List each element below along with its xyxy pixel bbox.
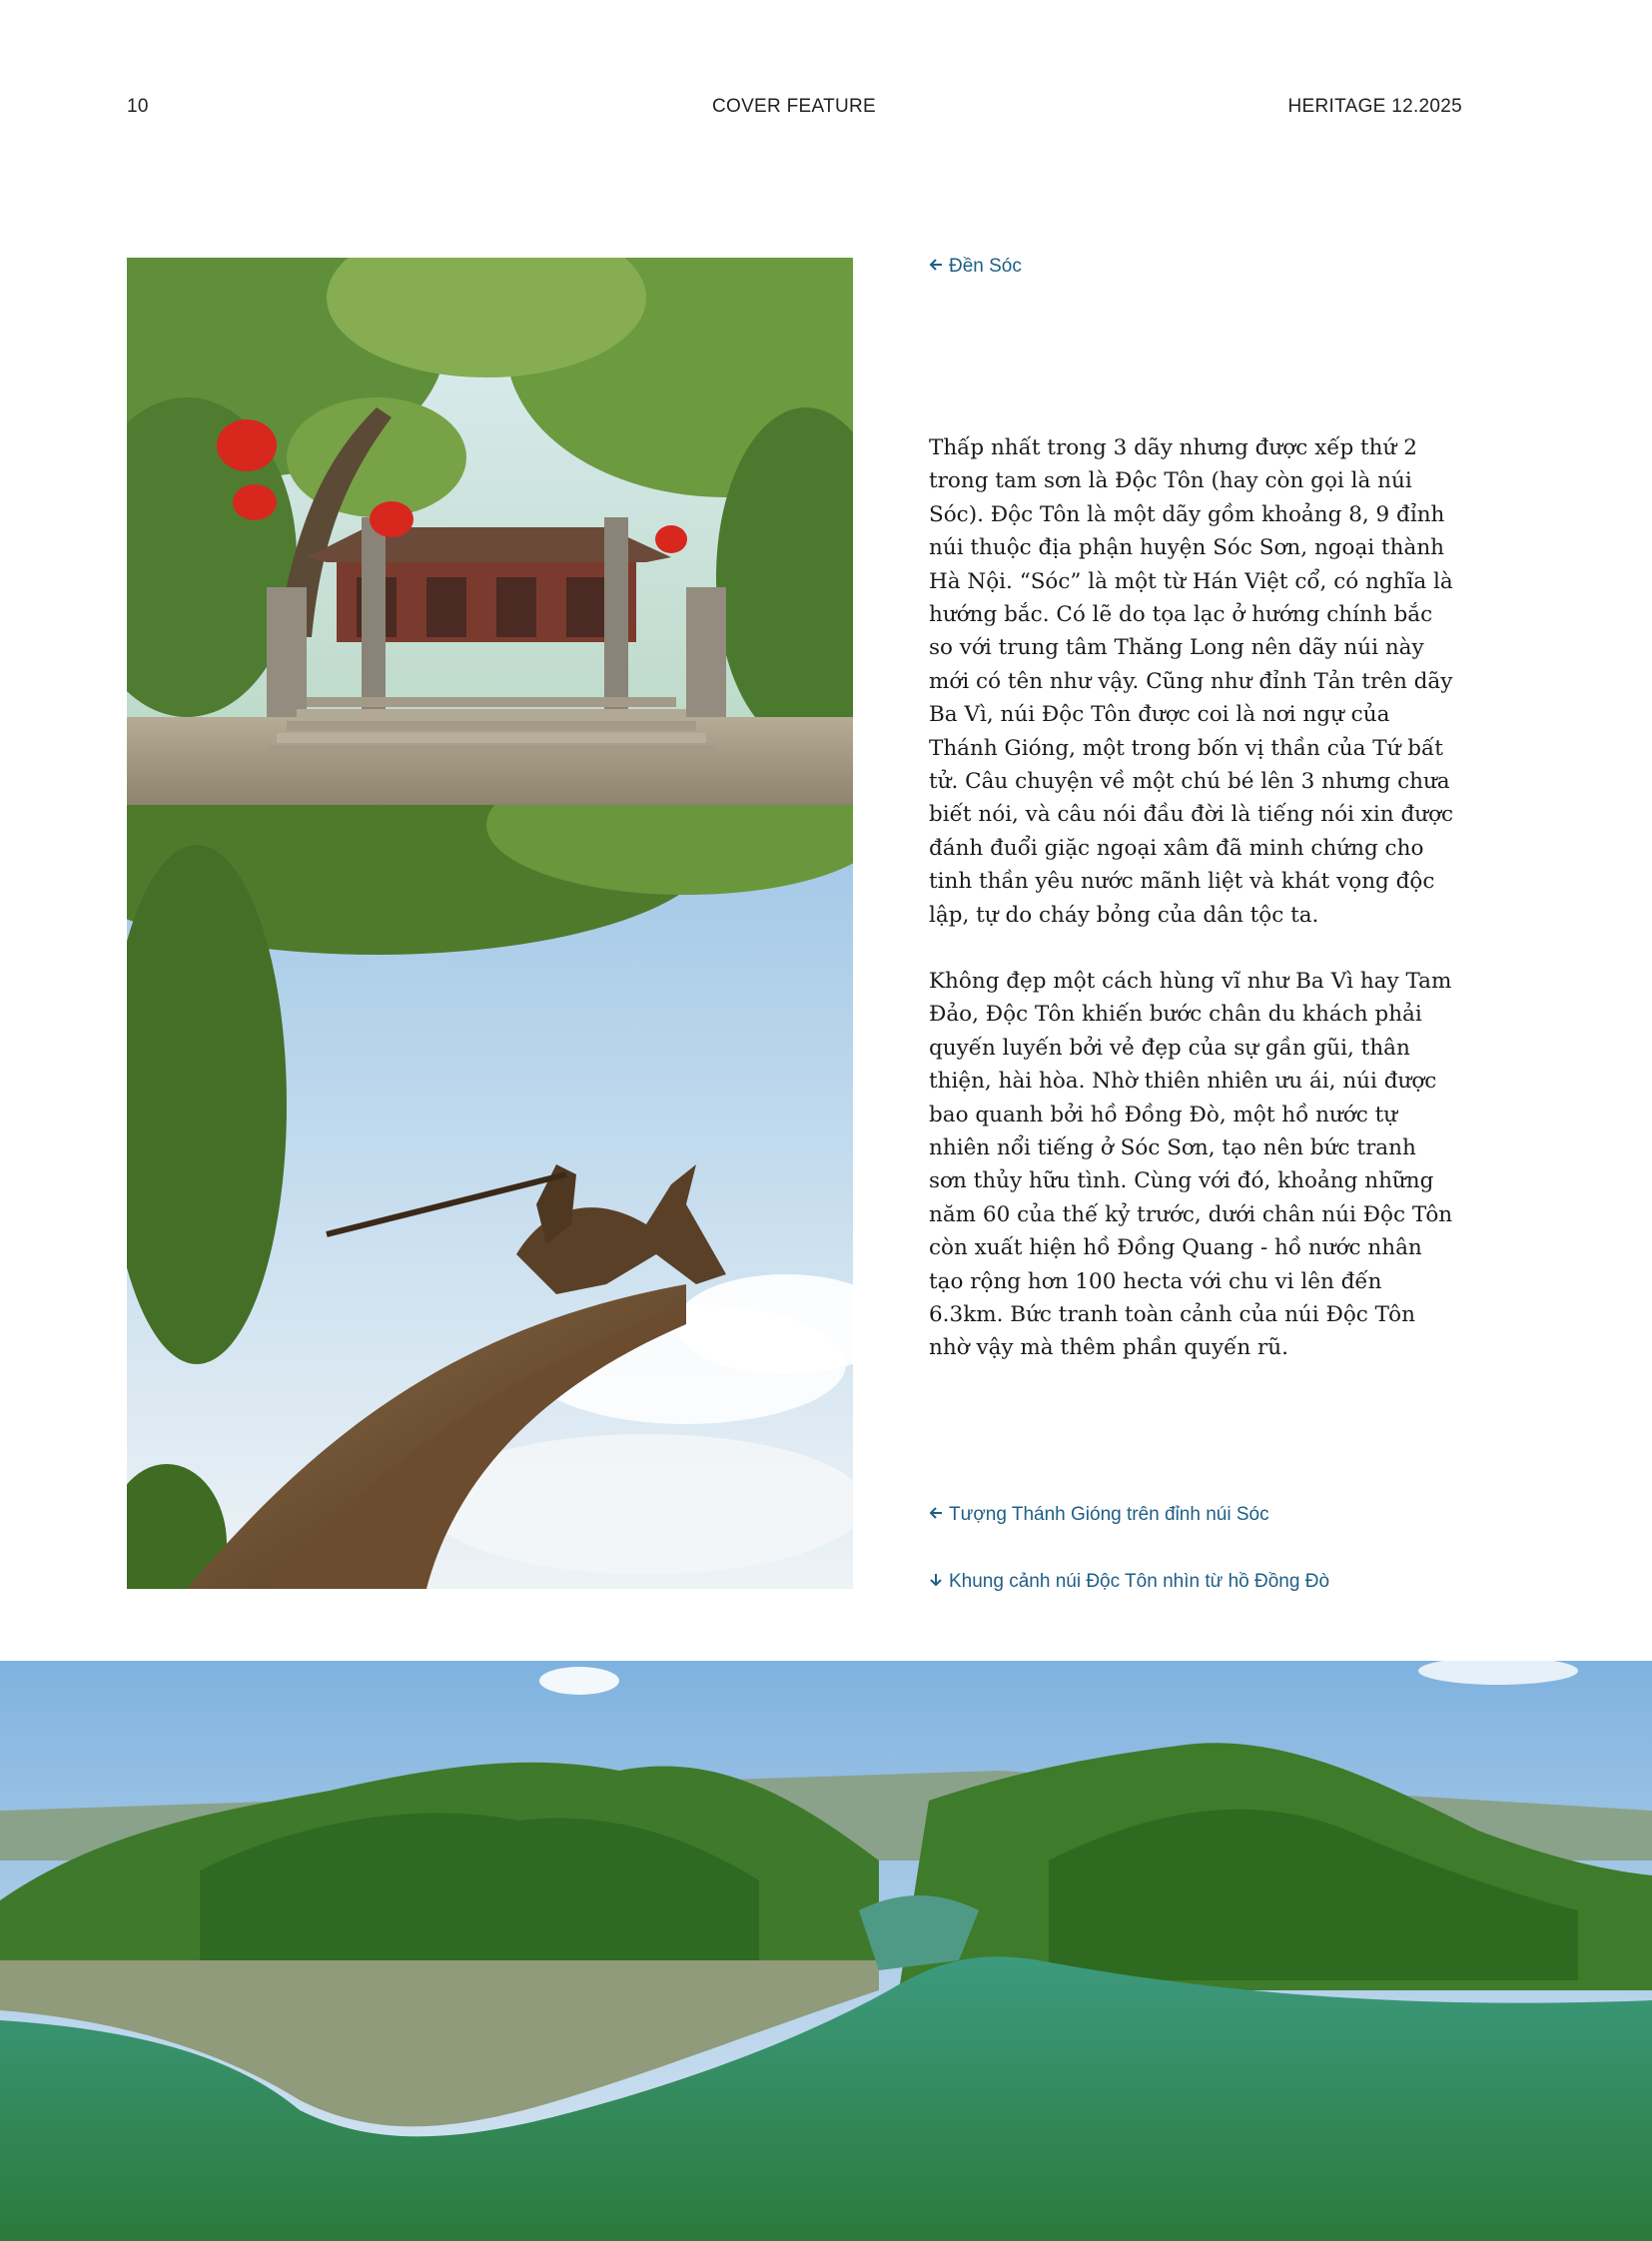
- caption-lake: [929, 1571, 1329, 1593]
- caption-text: Đền Sóc: [949, 256, 1022, 277]
- down-arrow-icon: [929, 1571, 945, 1593]
- caption-text: Tượng Thánh Gióng trên đỉnh núi Sóc: [949, 1504, 1269, 1525]
- statue-photo: [127, 805, 853, 1589]
- paragraph-text: Không đẹp một cách hùng vĩ như Ba Vì hay Tam Đảo, Độc Tôn khiến bước chân du khách phải quyến luyến bởi vẻ đẹp của sự gần gũi, thân thiện, hài hòa. Nhờ thiên nhiên ưu ái, núi được bao quanh bởi hồ Đồng Đò, một hồ nước tự nhiên nổi tiếng ở Sóc Sơn, tạo nên bức tranh sơn thủy hữu tình. Cùng với đó, khoảng những năm 60 của thế kỷ trước, dưới chân núi Độc Tôn còn xuất hiện hồ Đồng Quang - hồ nước nhân tạo rộng hơn 100 hecta với chu vi lên đến 6.3km. Bức tranh toàn cảnh của núi Độc Tôn nhờ vậy mà thêm phần quyến rũ.: [929, 969, 1453, 1361]
- caption-text: Khung cảnh núi Độc Tôn nhìn từ hồ Đồng Đò: [949, 1571, 1330, 1592]
- caption-temple: [929, 256, 1022, 278]
- article-paragraph: [929, 431, 1458, 932]
- paragraph-text: Thấp nhất trong 3 dãy nhưng được xếp thứ 2 trong tam sơn là Độc Tôn (hay còn gọi là núi Sóc). Độc Tôn là một dãy gồm khoảng 8, 9 đỉnh núi thuộc địa phận huyện Sóc Sơn, ngoại thành Hà Nội. “Sóc” là một từ Hán Việt cổ, có nghĩa là hướng bắc. Có lẽ do tọa lạc ở hướng chính bắc so với trung tâm Thăng Long nên dãy núi này mới có tên như vậy. Cũng như đỉnh Tản trên dãy Ba Vì, núi Độc Tôn được coi là nơi ngự của Thánh Gióng, một trong bốn vị thần của Tứ bất tử. Câu chuyện về một chú bé lên 3 nhưng chưa biết nói, và câu nói đầu đời là tiếng nói xin được đánh đuổi giặc ngoại xâm đã minh chứng cho tinh thần yêu nước mãnh liệt và khát vọng độc lập, tự do cháy bỏng của dân tộc ta.: [929, 435, 1454, 928]
- left-arrow-icon: [929, 1504, 945, 1526]
- page-number: 10: [127, 96, 149, 117]
- article-paragraph: [929, 965, 1458, 1365]
- lake-panorama-photo: [0, 1661, 1652, 2241]
- left-arrow-icon: [929, 256, 945, 278]
- section-label: COVER FEATURE: [711, 96, 876, 117]
- temple-photo: [127, 258, 853, 805]
- issue-label: HERITAGE 12.2025: [1287, 96, 1462, 117]
- caption-statue: [929, 1504, 1269, 1526]
